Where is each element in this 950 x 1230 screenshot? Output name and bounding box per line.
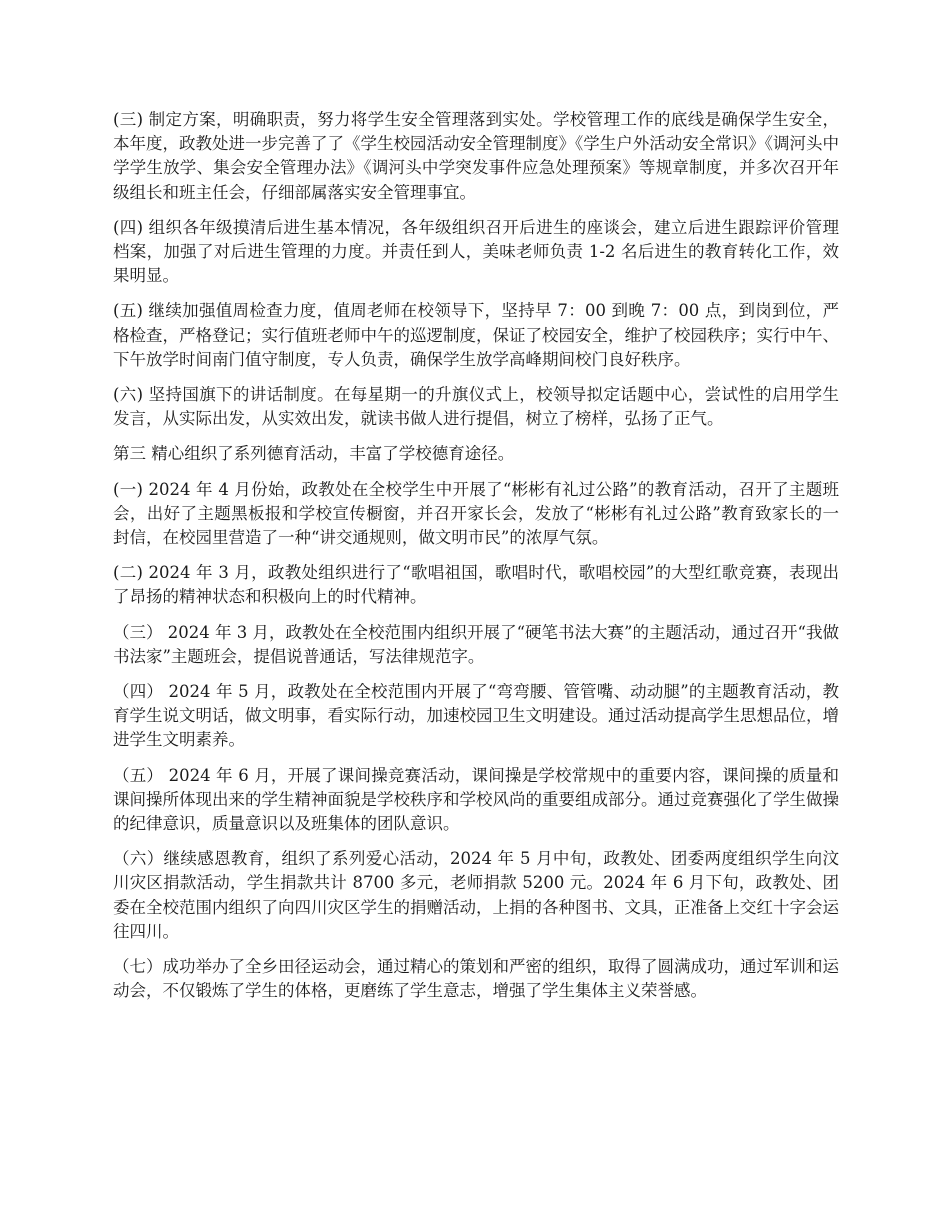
paragraph-hygiene-campaign: （四） 2024 年 5 月，政教处在全校范围内开展了“弯弯腰、管管嘴、动动腿”的主题教育活动，教育学生说文明话，做文明事，看实际行动，加速校园卫生文明建设。通过活动提高学生思想品位，增进学生文明素养。 (113, 682, 839, 750)
paragraph-sports-meet: （七）成功举办了全乡田径运动会，通过精心的策划和严密的组织，取得了圆满成功，通过军训和运动会，不仅锻炼了学生的体格，更磨练了学生意志，增强了学生集体主义荣誉感。 (113, 957, 839, 1001)
paragraph-exercise-contest: （五） 2024 年 6 月，开展了课间操竞赛活动，课间操是学校常规中的重要内容，课间操的质量和课间操所体现出来的学生精神面貌是学校秩序和学校风尚的重要组成部分。通过竞赛强化了学生做操的纪律意识，质量意识以及班集体的团队意识。 (113, 765, 839, 834)
paragraph-flag-speech: (六) 坚持国旗下的讲话制度。在每星期一的升旗仪式上，校领导拟定话题中心，尝试性的启用学生发言，从实际出发，从实效出发，就读书做人进行提倡，树立了榜样，弘扬了正气。 (113, 385, 839, 429)
paragraph-calligraphy-contest: （三） 2024 年 3 月，政教处在全校范围内组织开展了“硬笔书法大赛”的主题活动，通过召开“我做书法家”主题班会，提倡说普通话，写法律规范字。 (113, 622, 839, 666)
paragraph-red-song-contest: (二) 2024 年 3 月，政教处组织进行了“歌唱祖国，歌唱时代，歌唱校园”的大型红歌竞赛，表现出了昂扬的精神状态和积极向上的时代精神。 (113, 563, 839, 607)
section-heading-moral-activities: 第三 精心组织了系列德育活动，丰富了学校德育途径。 (113, 444, 515, 464)
paragraph-safety-plan: (三) 制定方案，明确职责，努力将学生安全管理落到实处。学校管理工作的底线是确保学生安全，本年度，政教处进一步完善了了《学生校园活动安全管理制度》《学生户外活动安全常识》《调河头中学学生放学、集会安全管理办法》《调河头中学突发事件应急处理预案》等规章制度，并多次召开年级组长和班主任会，仔细部属落实安全管理事宜。 (113, 110, 839, 202)
paragraph-weekly-duty: (五) 继续加强值周检查力度，值周老师在校领导下，坚持早 7：00 到晚 7：00 点，到岗到位，严格检查，严格登记；实行值班老师中午的巡逻制度，保证了校园安全，维护了校园秩序；实行中午、下午放学时间南门值守制度，专人负责，确保学生放学高峰期间校门良好秩序。 (113, 301, 839, 369)
paragraph-gratitude-donation: （六）继续感恩教育，组织了系列爱心活动，2024 年 5 月中旬，政教处、团委两度组织学生向汶川灾区捐款活动，学生捐款共计 8700 多元，老师捐款 5200 元。2024 年 6 月下旬，政教处、团委在全校范围内组织了向四川灾区学生的捐赠活动，上捐的各种图书、文具，正准备上交红十字会运往四川。 (113, 849, 839, 941)
paragraph-underachiever-management: (四) 组织各年级摸清后进生基本情况，各年级组织召开后进生的座谈会，建立后进生跟踪评价管理档案，加强了对后进生管理的力度。并责任到人，美味老师负责 1-2 名后进生的教育转化工作，效果明显。 (113, 217, 839, 286)
document-body (113, 108, 839, 1015)
paragraph-traffic-etiquette: (一) 2024 年 4 月份始，政教处在全校学生中开展了“彬彬有礼过公路”的教育活动，召开了主题班会，出好了主题黑板报和学校宣传橱窗，并召开家长会，发放了“彬彬有礼过公路”教育致家长的一封信，在校园里营造了一种“讲交通规则，做文明市民”的浓厚气氛。 (113, 479, 839, 548)
